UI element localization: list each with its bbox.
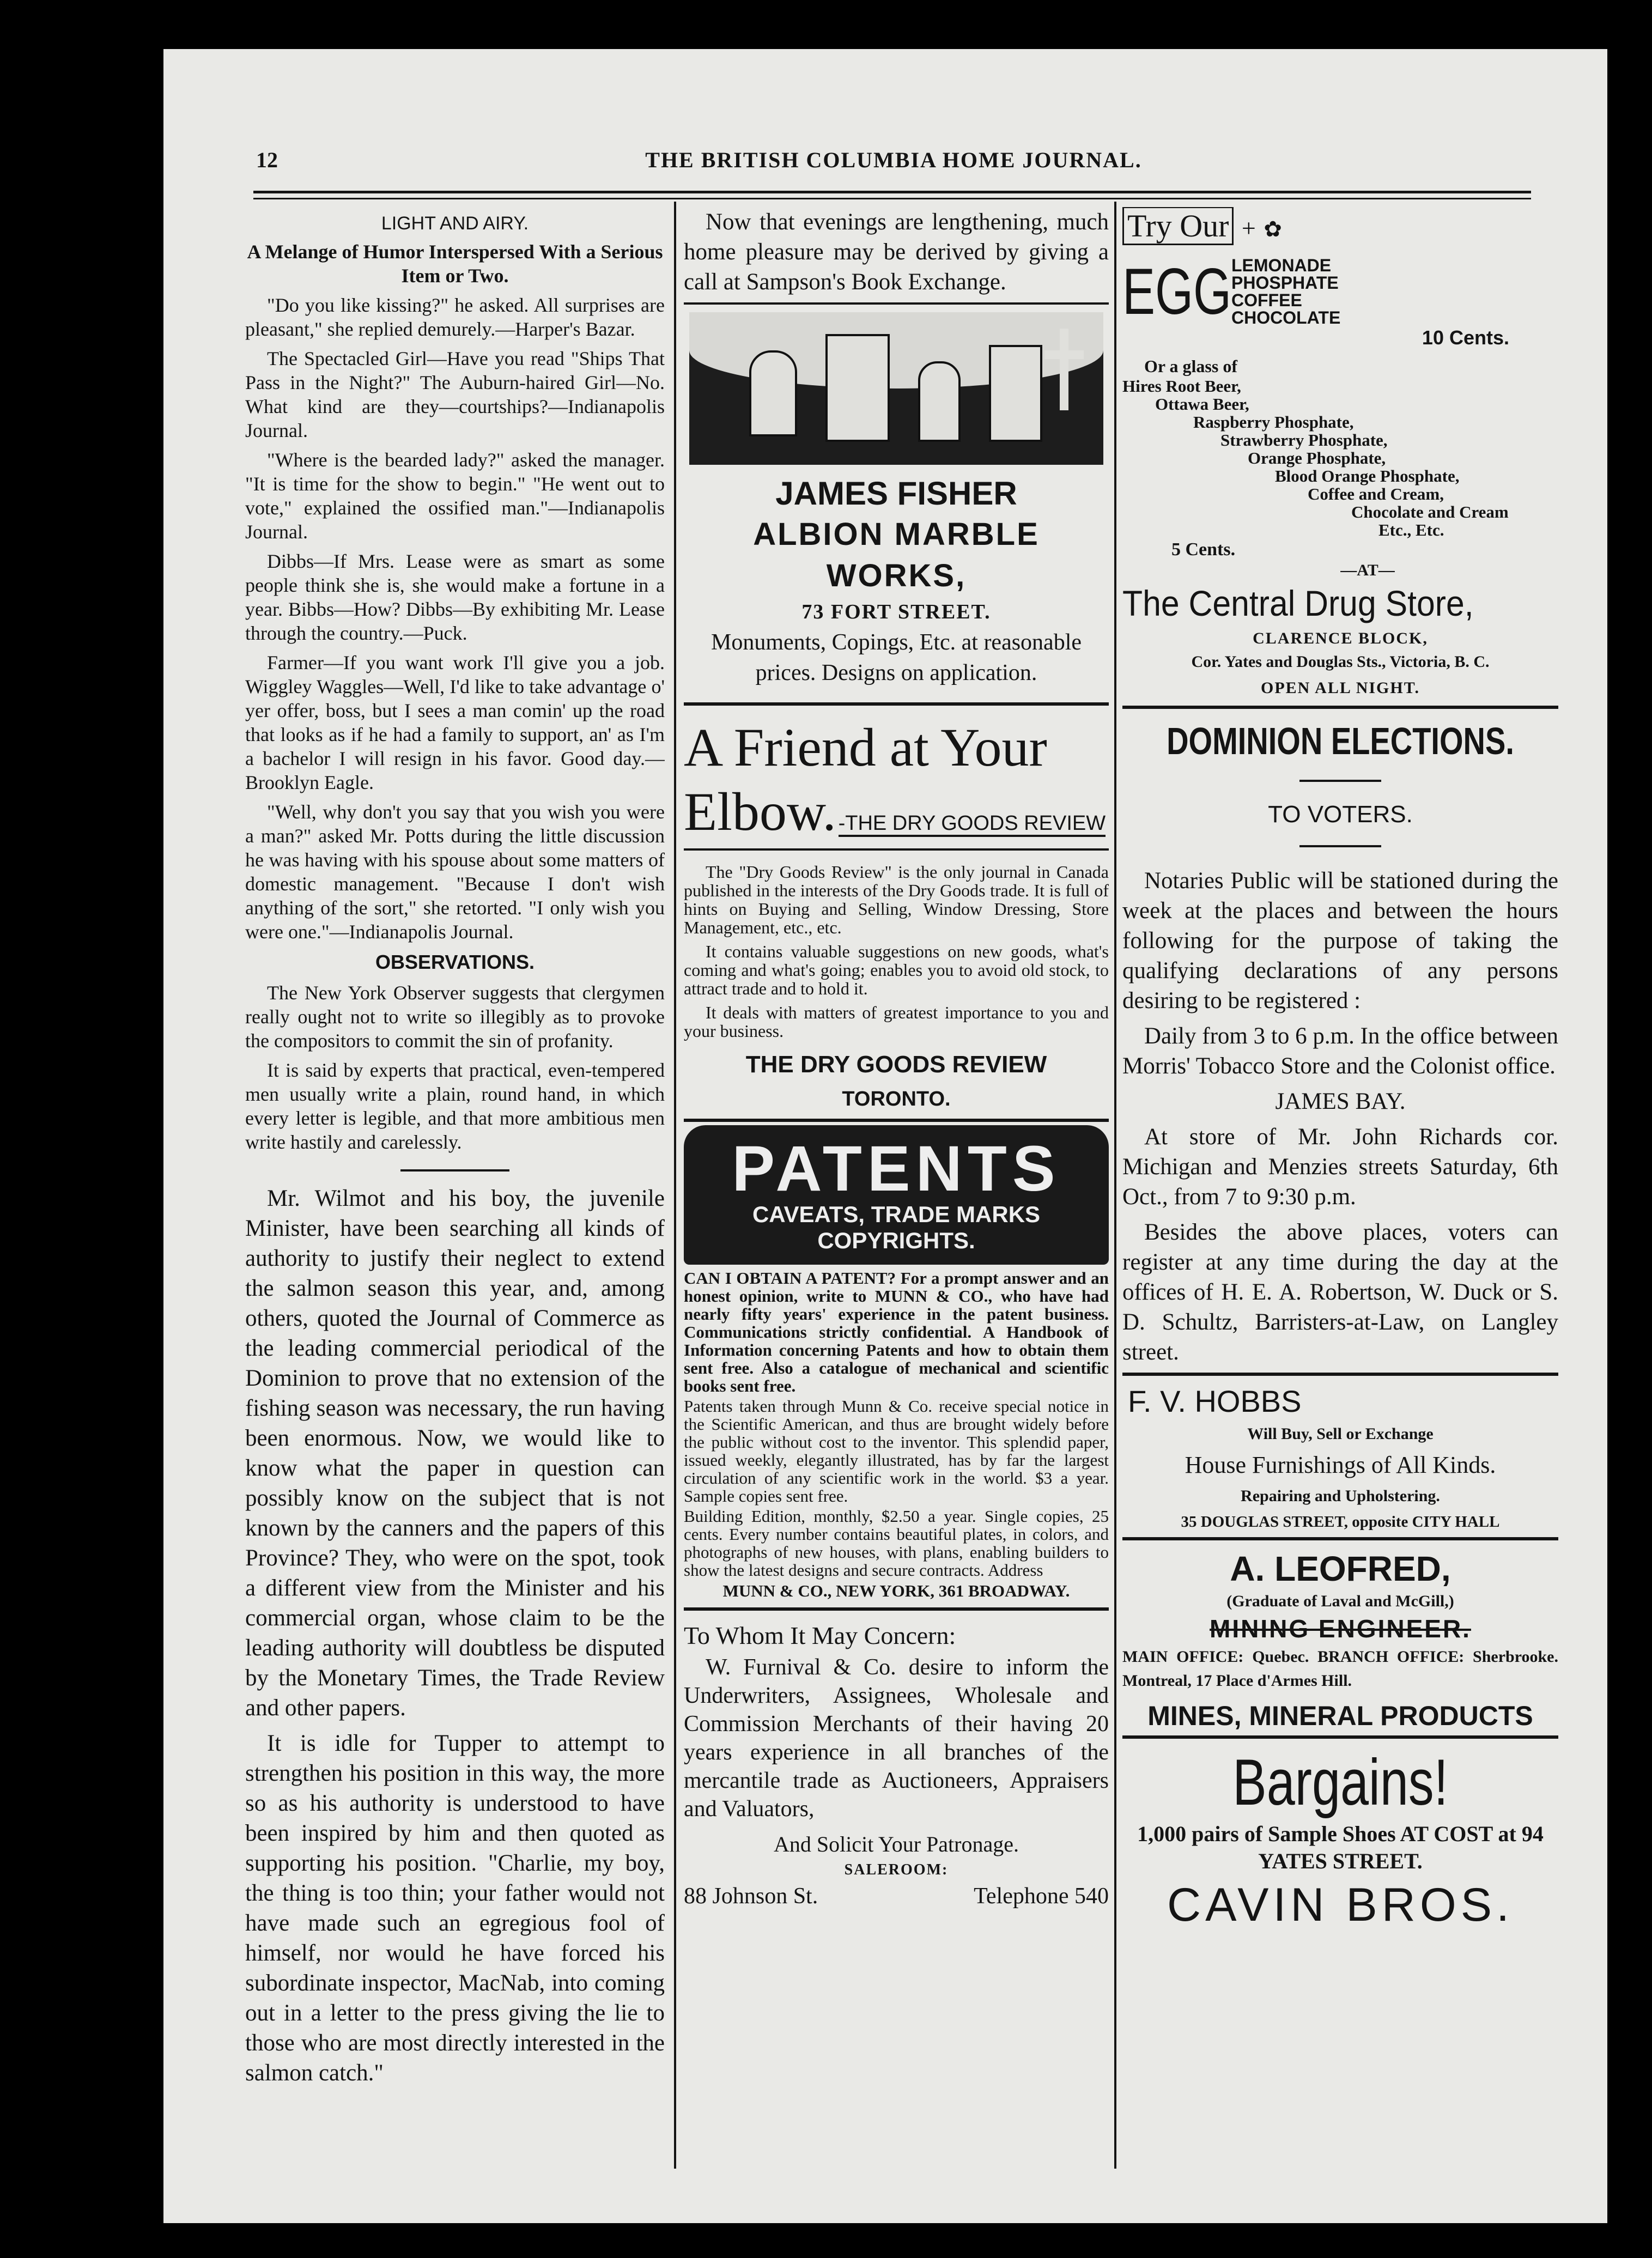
column-divider-1: [674, 202, 676, 2169]
ad-divider: [1122, 706, 1558, 709]
hobbs-address: 35 DOUGLAS STREET, opposite CITY HALL: [1181, 1513, 1500, 1531]
patents-text: CAN I OBTAIN A PATENT? For a prompt answer and an honest opinion, write to MUNN & CO., who have had nearly fifty years' experience in the patent business. Communications strictly confidential. A Handbook of Information concerning Patents and how to obtain them sent free. Also a catalogue of mechanical and scientific books sent free.: [684, 1268, 1109, 1395]
observation-item: The New York Observer suggests that clergymen really ought not to write so illegibly as to provoke the compositors to commit the sin of profanity.: [245, 982, 665, 1052]
to-voters: TO VOTERS.: [1268, 801, 1413, 828]
fisher-line: prices. Designs on application.: [755, 660, 1037, 685]
concern-phone: Telephone 540: [974, 1884, 1109, 1909]
joke-item: The Spectacled Girl—Have you read "Ships That Pass in the Night?" The Auburn-haired Girl—No. What kind are they—courtships?—Indianapolis Journal.: [245, 348, 665, 441]
ad-divider: [684, 702, 1109, 706]
concern-solicit: And Solicit Your Patronage.: [774, 1832, 1019, 1856]
besides-text: Besides the above places, voters can register at any time during the day at the offices of H. E. A. Robertson, W. Duck or S. D. Schultz, Barristers-at-Law, on Langley street.: [1122, 1219, 1558, 1365]
fisher-line: Monuments, Copings, Etc. at reasonable: [710, 630, 1082, 655]
newspaper-page: [163, 49, 1607, 2223]
patents-banner: [684, 1125, 1109, 1265]
five-cents: 5 Cents.: [1171, 539, 1236, 560]
leofred-offices: MAIN OFFICE: Quebec. BRANCH OFFICE: Sherbrooke. Montreal, 17 Place d'Armes Hill.: [1122, 1648, 1558, 1690]
hobbs-furnishings: House Furnishings of All Kinds.: [1185, 1452, 1496, 1478]
ten-cents: 10 Cents.: [1422, 326, 1509, 349]
concern-contact: [684, 1880, 1109, 1913]
store-corner: Cor. Yates and Douglas Sts., Victoria, B. C.: [1191, 653, 1490, 671]
james-bay: JAMES BAY.: [1275, 1089, 1406, 1114]
joke-item: Farmer—If you want work I'll give you a job. Wiggley Waggles—Well, I'd like to take advantage o' yer offer, boss, but I sees a man comin' up the road that looks as if he had a family to support, an' as I'm a bachelor I will resign in his favor. Good day.—Brooklyn Eagle.: [245, 652, 665, 793]
review-rule: [684, 848, 1109, 851]
column-divider-2: [1114, 202, 1116, 2169]
hobbs-repair: Repairing and Upholstering.: [1241, 1487, 1440, 1505]
joke-item: "Where is the bearded lady?" asked the manager. "It is time for the show to begin." "He went out to vote," explained the ossified man."—Indianapolis Journal.: [245, 449, 665, 543]
review-paragraph: It deals with matters of greatest importance to you and your business.: [684, 1003, 1109, 1041]
joke-item: "Well, why don't you say that you wish you were a man?" asked Mr. Potts during the little discussion he was having with his spouse about some matters of domestic management. "Because I don't wish anything of the sort," she retorted. "I only wish you were one."—Indianapolis Journal.: [245, 801, 665, 943]
drink-item: Coffee and Cream,: [1308, 484, 1444, 503]
friend-tag: -THE DRY GOODS REVIEW: [839, 812, 1106, 837]
drink-item: Blood Orange Phosphate,: [1275, 466, 1460, 485]
egg-drinks: [1231, 257, 1340, 326]
review-paragraph: It contains valuable suggestions on new goods, what's coming and what's going; enables you to avoid old stock, to attract trade and to hold it.: [684, 942, 1109, 998]
egg-drink: LEMONADE: [1231, 256, 1332, 275]
elections-rule: [1299, 845, 1381, 847]
leofred-title: MINING ENGINEER.: [1210, 1614, 1471, 1643]
egg-drink: COFFEE: [1231, 290, 1302, 310]
ad-divider: [684, 1119, 1109, 1122]
drink-item: Strawberry Phosphate,: [1220, 430, 1388, 450]
egg-drink: PHOSPHATE: [1231, 273, 1339, 293]
section-subheading: A Melange of Humor Interspersed With a Serious Item or Two.: [247, 241, 663, 287]
elections-heading: DOMINION ELECTIONS.: [1167, 720, 1514, 762]
patents-title: PATENTS: [732, 1133, 1061, 1205]
notaries-text: Notaries Public will be stationed during the week at the places and between the hours following for the purpose of taking the qualifying declarations of any persons desiring to be registered :: [1122, 868, 1558, 1013]
egg-word: EGG: [1122, 255, 1232, 328]
joke-item: "Do you like kissing?" he asked. All surprises are pleasant," she replied demurely.—Harper's Bazar.: [245, 294, 665, 340]
egg-block: [1122, 256, 1558, 327]
hobbs-buy: Will Buy, Sell or Exchange: [1247, 1425, 1434, 1443]
leofred-name: A. LEOFRED,: [1230, 1549, 1451, 1588]
cemetery-engraving: [689, 312, 1103, 465]
column-left: [245, 207, 665, 2158]
review-city: TORONTO.: [842, 1088, 951, 1110]
sampson-notice: Now that evenings are lengthening, much home pleasure may be derived by giving a call at Sampson's Book Exchange.: [684, 209, 1109, 295]
ad-divider: [1122, 1537, 1558, 1540]
fisher-address: 73 FORT STREET.: [801, 600, 991, 623]
drink-item: Chocolate and Cream: [1351, 502, 1509, 521]
page-number: 12: [256, 148, 278, 172]
mines-line: MINES, MINERAL PRODUCTS: [1147, 1701, 1533, 1731]
concern-body: W. Furnival & Co. desire to inform the Underwriters, Assignees, Wholesale and Commission Merchants of their having 20 years experience in all branches of the mercantile trade as Auctioneers, Appraisers and Valuators,: [684, 1655, 1109, 1822]
try-our-line: [1122, 207, 1558, 248]
page-header: [256, 147, 1531, 196]
column-middle: [684, 207, 1109, 2158]
concern-heading: To Whom It May Concern:: [684, 1622, 956, 1649]
patents-text: Building Edition, monthly, $2.50 a year. Single copies, 25 cents. Every number contains beautiful plates, in colors, and photographs of new houses, with plans, enabling builders to show the latest designs and secure contracts. Address: [684, 1507, 1109, 1580]
running-title: THE BRITISH COLUMBIA HOME JOURNAL.: [645, 148, 1142, 172]
store-name: The Central Drug Store,: [1122, 583, 1474, 623]
friend-headline: A Friend at Your: [684, 717, 1047, 778]
store-block: CLARENCE BLOCK,: [1253, 629, 1428, 647]
section-heading-light-and-airy: LIGHT AND AIRY.: [381, 213, 529, 234]
ad-divider: [684, 1607, 1109, 1611]
fisher-name: JAMES FISHER: [775, 475, 1017, 512]
try-our: Try Our: [1122, 207, 1234, 245]
daily-text: Daily from 3 to 6 p.m. In the office between Morris' Tobacco Store and the Colonist office.: [1122, 1023, 1558, 1079]
egg-drink: CHOCOLATE: [1231, 308, 1341, 327]
friend-elbow: Elbow.: [684, 781, 836, 842]
shoes-text: 1,000 pairs of Sample Shoes AT COST at 94 YATES STREET.: [1137, 1822, 1544, 1873]
elections-rule: [1299, 780, 1381, 782]
drink-item: Orange Phosphate,: [1248, 448, 1386, 468]
concern-saleroom: SALEROOM:: [844, 1861, 949, 1878]
leofred-grad: (Graduate of Laval and McGill,): [1226, 1592, 1454, 1610]
at-line: —AT—: [1340, 561, 1395, 579]
plus-icon: +: [1241, 214, 1256, 242]
header-rule: [253, 191, 1531, 199]
drink-list: [1122, 377, 1558, 539]
drink-item: Ottawa Beer,: [1155, 394, 1249, 414]
patents-subtitle: CAVEATS, TRADE MARKS: [752, 1201, 1041, 1227]
friend-headline-line2: [684, 780, 1109, 844]
flower-icon: ✿: [1264, 217, 1282, 241]
editorial-paragraph: Mr. Wilmot and his boy, the juvenile Minister, have been searching all kinds of authority to justify their neglect to extend the salmon season this year, and, among others, quoted the Journal of Commerce as the leading commercial periodical of the Dominion to prove that no extension of the fishing season was necessary, the run having been enormous. Now, we would like to know what the paper in question can possibly know on the subject that is not known by the canners and the papers of this Province? They, who were on the spot, took a different view from the Minister and his commercial organ, whose claim to be the leading authority will doubtless be disputed by the Monetary Times, the Trade Review and other papers.: [245, 1186, 665, 1721]
drink-item: Raspberry Phosphate,: [1193, 412, 1354, 432]
hobbs-name: F. V. HOBBS: [1128, 1384, 1302, 1418]
cavin-bros: CAVIN BROS.: [1167, 1879, 1514, 1931]
drink-item: Etc., Etc.: [1378, 520, 1444, 539]
bargains-headline: Bargains!: [1232, 1746, 1448, 1819]
richards-text: At store of Mr. John Richards cor. Michigan and Menzies streets Saturday, 6th Oct., from 7 to 9:30 p.m.: [1122, 1124, 1558, 1210]
observation-item: It is said by experts that practical, even-tempered men usually write a plain, round hand, in which every letter is legible, and that more ambitious men write hastily and carelessly.: [245, 1059, 665, 1153]
drink-item: Hires Root Beer,: [1122, 377, 1241, 396]
fisher-business: ALBION MARBLE WORKS,: [753, 517, 1040, 593]
patents-text: Patents taken through Munn & Co. receive special notice in the Scientific American, and thus are brought widely before the public without cost to the inventor. This splendid paper, issued weekly, elegantly illustrated, has by far the largest circulation of any scientific work in the world. $3 a year. Sample copies sent free.: [684, 1397, 1109, 1506]
patents-address: MUNN & CO., NEW YORK, 361 BROADWAY.: [722, 1581, 1070, 1600]
column-right: [1122, 207, 1558, 2158]
ad-divider: [1122, 1735, 1558, 1739]
store-open: OPEN ALL NIGHT.: [1260, 679, 1420, 697]
review-name: THE DRY GOODS REVIEW: [745, 1051, 1047, 1078]
section-heading-observations: OBSERVATIONS.: [375, 951, 535, 973]
review-paragraph: The "Dry Goods Review" is the only journal in Canada published in the interests of the Dry Goods trade. It is full of hints on Buying and Selling, Window Dressing, Store Management, etc., etc.: [684, 862, 1109, 937]
joke-item: Dibbs—If Mrs. Lease were as smart as some people think she is, she would make a fortune in a year. Bibbs—How? Dibbs—By exhibiting Mr. Lease through the country.—Puck.: [245, 550, 665, 644]
or-glass: Or a glass of: [1144, 356, 1237, 376]
ad-divider: [1122, 1373, 1558, 1376]
section-divider: [400, 1169, 509, 1172]
editorial-paragraph: It is idle for Tupper to attempt to strengthen his position in this way, the more so as his authority is understood to have been inspired by him and then quoted as supporting his position. "Charlie, my boy, the thing is too thin; your father would not have made such an egregious fool of himself, nor would he have forced his subordinate inspector, MacNab, into coming out in a letter to the press giving the lie to those who are most directly interested in the salmon catch.": [245, 1731, 665, 2086]
patents-subtitle: COPYRIGHTS.: [817, 1228, 975, 1253]
concern-address: 88 Johnson St.: [684, 1884, 818, 1909]
notice-rule: [684, 302, 1109, 305]
